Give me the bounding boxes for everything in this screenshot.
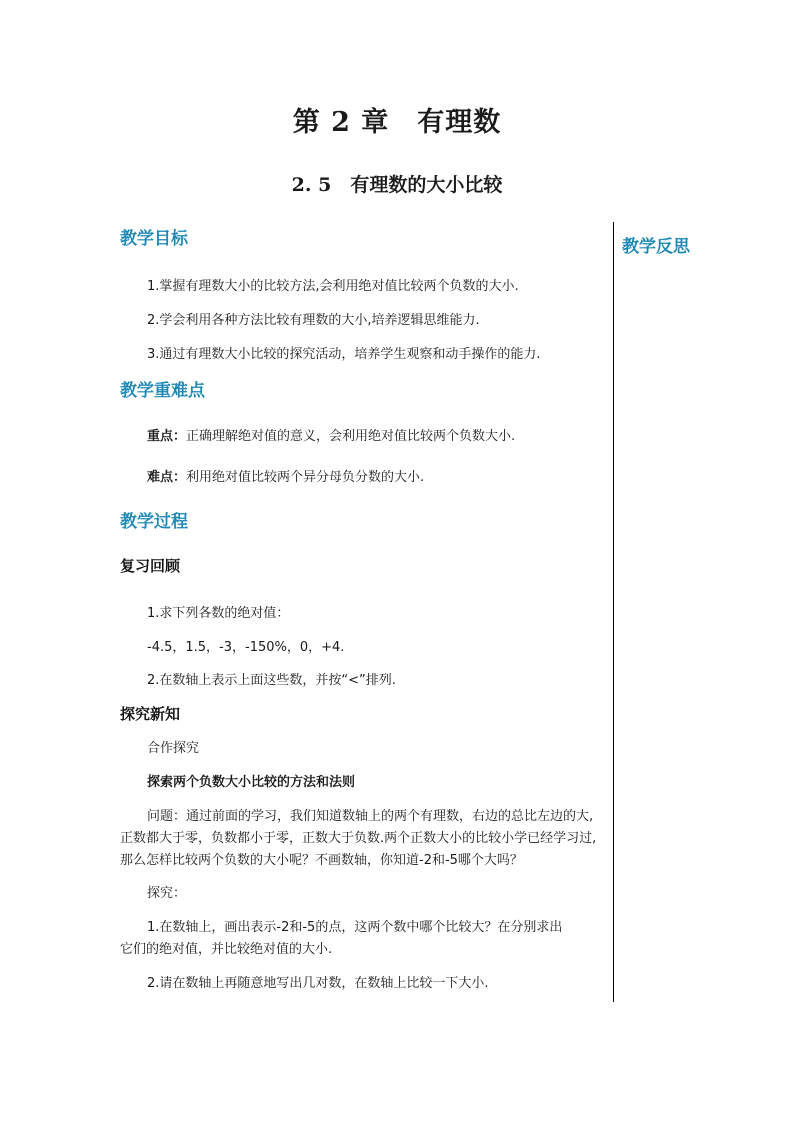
explore-bold-title: 探索两个负数大小比较的方法和法则 [147, 775, 356, 790]
objective-item: 1.掌握有理数大小的比较方法,会利用绝对值比较两个负数的大小. [147, 279, 519, 294]
column-divider [613, 222, 614, 1002]
objective-item: 3.通过有理数大小比较的探究活动，培养学生观察和动手操作的能力. [147, 347, 541, 362]
chapter-title: 第 2 章 有理数 [292, 107, 502, 138]
question-line: 正数都大于零，负数都小于零，正数大于负数.两个正数大小的比较小学已经学习过, [120, 831, 597, 846]
cooperative-subheading: 合作探究 [147, 741, 200, 756]
focus-label: 重点： [147, 429, 187, 444]
difficulty-label: 难点： [147, 470, 187, 485]
section-title: 2. 5 有理数的大小比较 [291, 174, 503, 196]
step-line: 它们的绝对值，并比较绝对值的大小. [120, 942, 333, 957]
objective-item: 2.学会利用各种方法比较有理数的大小,培养逻辑思维能力. [147, 313, 480, 328]
question-line: 问题：通过前面的学习，我们知道数轴上的两个有理数，右边的总比左边的大, [147, 809, 594, 824]
review-line: 1.求下列各数的绝对值： [147, 606, 290, 621]
review-heading: 复习回顾 [120, 557, 181, 575]
review-numbers: -4.5，1.5，-3，-150%，0，+4. [147, 640, 345, 655]
process-heading: 教学过程 [120, 512, 188, 532]
reflection-heading: 教学反思 [622, 237, 690, 257]
explore-label: 探究： [147, 886, 187, 901]
focus-line [147, 425, 515, 444]
difficulty-line [147, 466, 424, 485]
objectives-heading: 教学目标 [120, 229, 188, 249]
key-points-heading: 教学重难点 [120, 381, 205, 401]
review-line: 2.在数轴上表示上面这些数，并按“<”排列. [147, 673, 396, 688]
focus-text: 正确理解绝对值的意义，会利用绝对值比较两个负数大小. [186, 429, 516, 444]
step-line: 1.在数轴上，画出表示-2和-5的点，这两个数中哪个比较大？在分别求出 [147, 920, 563, 935]
explore-heading: 探究新知 [120, 705, 181, 723]
step-line: 2.请在数轴上再随意地写出几对数，在数轴上比较一下大小. [147, 976, 489, 991]
question-line: 那么怎样比较两个负数的大小呢？不画数轴，你知道-2和-5哪个大吗？ [120, 853, 523, 868]
difficulty-text: 利用绝对值比较两个异分母负分数的大小. [186, 470, 425, 485]
